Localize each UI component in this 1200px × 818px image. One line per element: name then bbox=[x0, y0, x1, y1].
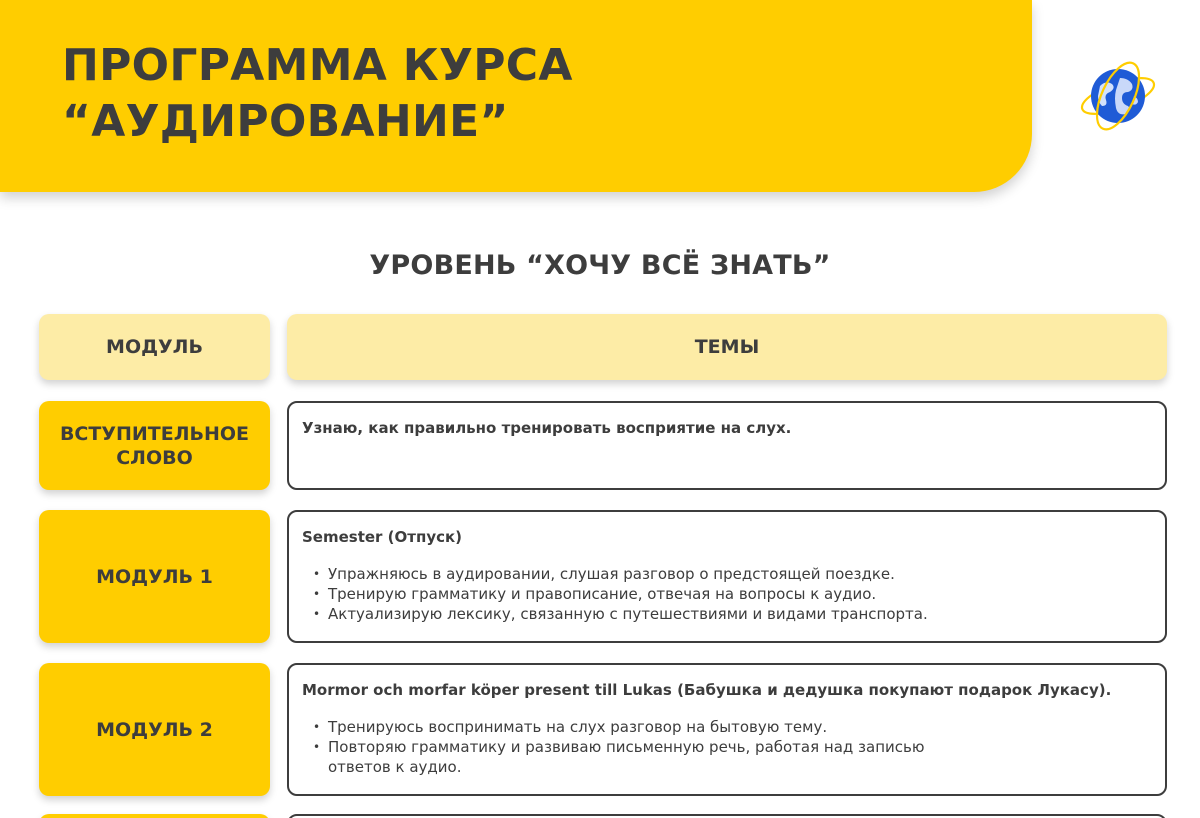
topic-cell-intro bbox=[287, 401, 1167, 490]
topic-bullet-list bbox=[302, 564, 1151, 624]
page-title bbox=[62, 38, 573, 150]
topic-title: Mormor och morfar köper present till Lukas (Бабушка и дедушка покупают подарок Лукасу). bbox=[302, 681, 1112, 699]
module-cell-1: МОДУЛЬ 1 bbox=[39, 510, 270, 643]
topic-cell-next bbox=[287, 814, 1167, 818]
topic-title: Узнаю, как правильно тренировать восприятие на слух. bbox=[302, 419, 792, 437]
topic-title: Semester (Отпуск) bbox=[302, 528, 463, 546]
header-banner bbox=[0, 0, 1032, 192]
level-title: УРОВЕНЬ “ХОЧУ ВСЁ ЗНАТЬ” bbox=[369, 250, 831, 281]
topic-bullet-continuation: ответов к аудио. bbox=[328, 758, 462, 776]
topic-bullet: • Тренируюсь воспринимать на слух разговор на бытовую тему. bbox=[302, 717, 1151, 737]
topic-bullet: • Актуализирую лексику, связанную с путешествиями и видами транспорта. bbox=[302, 604, 1151, 624]
page-title-line-2: “АУДИРОВАНИЕ” bbox=[62, 96, 509, 147]
topic-bullet: • Тренирую грамматику и правописание, отвечая на вопросы к аудио. bbox=[302, 584, 1151, 604]
page-title-line-1: ПРОГРАММА КУРСА bbox=[62, 40, 573, 91]
topic-bullet: • Упражняюсь в аудировании, слушая разговор о предстоящей поездке. bbox=[302, 564, 1151, 584]
topic-bullet-list bbox=[302, 717, 1151, 777]
topic-bullet: • Повторяю грамматику и развиваю письменную речь, работая над записью bbox=[302, 737, 1151, 757]
topics-column-header: ТЕМЫ bbox=[287, 314, 1167, 380]
topic-cell-2 bbox=[287, 663, 1167, 796]
module-column-header: МОДУЛЬ bbox=[39, 314, 270, 380]
module-cell-2: МОДУЛЬ 2 bbox=[39, 663, 270, 796]
module-cell-next bbox=[39, 814, 270, 818]
globe-icon bbox=[1078, 56, 1158, 136]
topic-cell-1 bbox=[287, 510, 1167, 643]
module-cell-intro: ВСТУПИТЕЛЬНОЕ СЛОВО bbox=[39, 401, 270, 490]
